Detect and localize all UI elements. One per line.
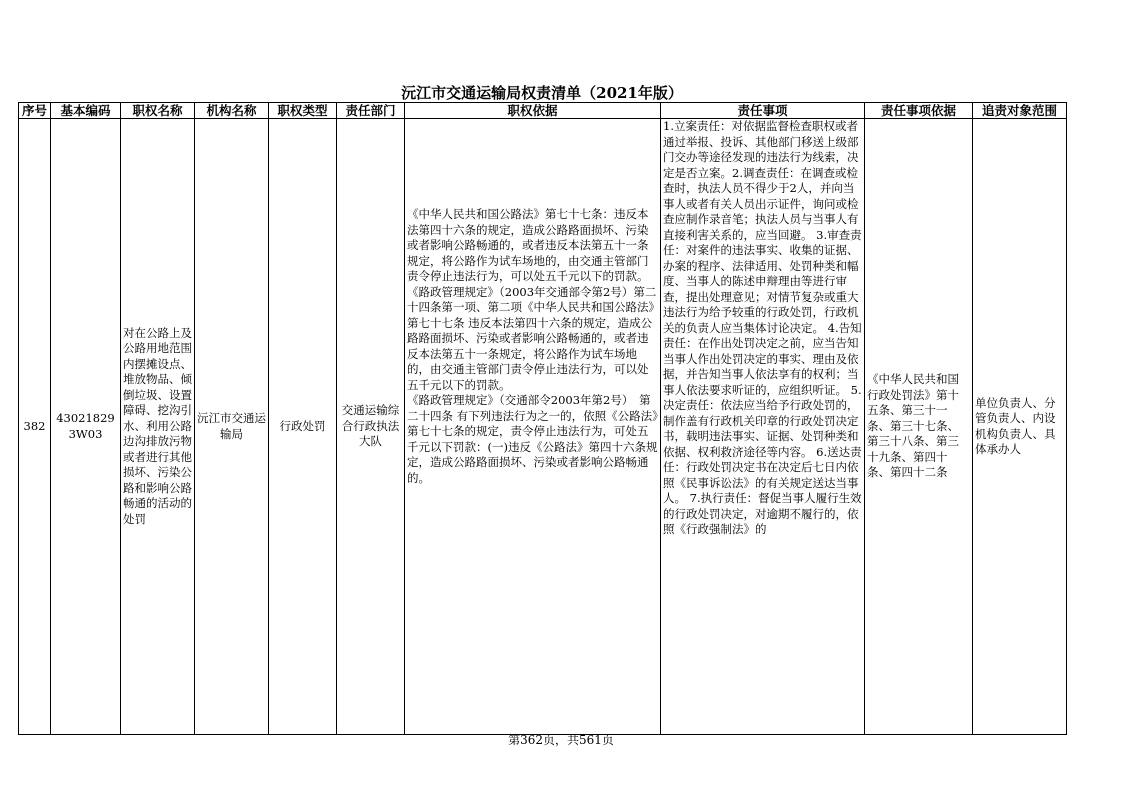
cell-agency: 沅江市交通运输局 <box>195 119 269 735</box>
cell-duty-basis: 《中华人民共和国行政处罚法》第十五条、第三十一条、第三十七条、第三十八条、第三十九条、第四十条、第四十二条 <box>865 119 973 735</box>
cell-basis <box>405 119 661 735</box>
cell-power-type: 行政处罚 <box>269 119 337 735</box>
header-duties: 责任事项 <box>661 103 865 119</box>
table-header-row <box>19 103 1067 119</box>
header-power-name: 职权名称 <box>121 103 195 119</box>
header-accountability: 追责对象范围 <box>973 103 1067 119</box>
cell-department: 交通运输综合行政执法大队 <box>337 119 405 735</box>
basis-paragraph: 《路政管理规定》（交通部令2003年第2号） 第二十四条 有下列违法行为之一的，依照《公路法》第七十七条的规定，责令停止违法行为，可处五千元以下罚款：(一)违反《公路法》第四十六条规定，造成公路路面损坏、污染或者影响公路畅通的。 <box>407 393 658 485</box>
power-list-table <box>18 102 1067 735</box>
cell-accountability: 单位负责人、分管负责人、内设机构负责人、具体承办人 <box>973 119 1067 735</box>
table-row <box>19 119 1067 735</box>
cell-seq: 382 <box>19 119 51 735</box>
header-seq: 序号 <box>19 103 51 119</box>
header-department: 责任部门 <box>337 103 405 119</box>
cell-code: 430218293W03 <box>51 119 121 735</box>
basis-paragraph: 《中华人民共和国公路法》第七十七条：违反本法第四十六条的规定，造成公路路面损坏、污染或者影响公路畅通的，或者违反本法第五十一条规定，将公路作为试车场地的，由交通主管部门责令停止违法行为，可以处五千元以下的罚款。 <box>407 207 649 283</box>
header-duty-basis: 责任事项依据 <box>865 103 973 119</box>
cell-power-name: 对在公路上及公路用地范围内摆摊设点、堆放物品、倾倒垃圾、设置障碍、挖沟引水、利用公路边沟排放污物或者进行其他损坏、污染公路和影响公路畅通的活动的处罚 <box>121 119 195 735</box>
header-agency: 机构名称 <box>195 103 269 119</box>
page-footer: 第362页，共561页 <box>508 733 614 747</box>
header-basis: 职权依据 <box>405 103 661 119</box>
header-power-type: 职权类型 <box>269 103 337 119</box>
header-code: 基本编码 <box>51 103 121 119</box>
page-title: 沅江市交通运输局权责清单（2021年版） <box>401 84 683 102</box>
cell-duties: 1.立案责任：对依据监督检查职权或者通过举报、投诉、其他部门移送上级部门交办等途径发现的违法行为线索，决定是否立案。2.调查责任：在调查或检查时，执法人员不得少于2人，并向当事人或者有关人员出示证件，询问或检查应制作录音笔；执法人员与当事人有直接利害关系的，应当回避。 3.审查责任：对案件的违法事实、收集的证据、办案的程序、法律适用、处罚种类和幅度、当事人的陈述申辩理由等进行审查，提出处理意见；对情节复杂或重大违法行为给予较重的行政处罚，行政机关的负责人应当集体讨论决定。 4.告知责任：在作出处罚决定之前，应当告知当事人作出处罚决定的事实、理由及依据，并告知当事人依法享有的权利；当事人依法要求听证的，应组织听证。 5.决定责任：依法应当给予行政处罚的，制作盖有行政机关印章的行政处罚决定书，载明违法事实、证据、处罚种类和依据、权利救济途径等内容。 6.送达责任：行政处罚决定书在决定后七日内依照《民事诉讼法》的有关规定送达当事人。 7.执行责任：督促当事人履行生效的行政处罚决定，对逾期不履行的，依照《行政强制法》的 <box>661 119 865 735</box>
basis-paragraph: 《路政管理规定》（2003年交通部令第2号）第二十四条第一项、第二项《中华人民共和国公路法》第七十七条 违反本法第四十六条的规定，造成公路路面损坏、污染或者影响公路畅通的，或者违反本法第五十一条规定，将公路作为试车场地的，由交通主管部门责令停止违法行为，可以处五千元以下的罚款。 <box>407 284 657 392</box>
